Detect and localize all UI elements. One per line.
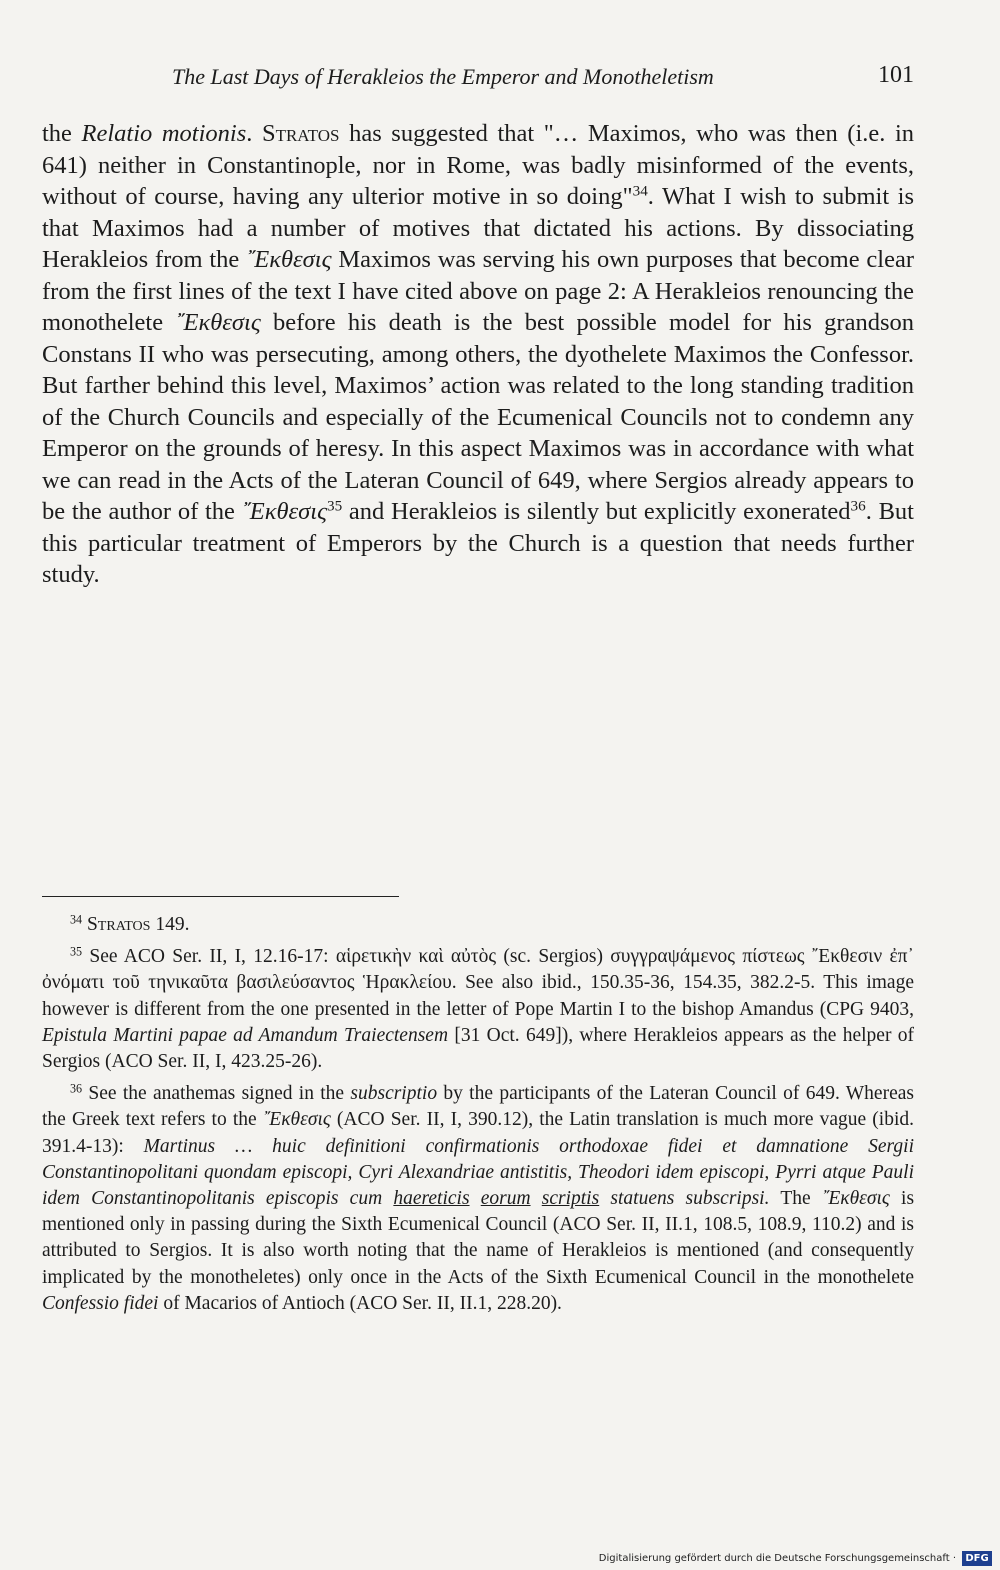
- underlined-word: scriptis: [541, 1188, 600, 1210]
- text-run: The: [769, 1188, 822, 1210]
- text-run: See the anathemas signed in the: [82, 1083, 351, 1105]
- greek-term: ῎Εκθεσις: [246, 246, 332, 273]
- text-run: See ACO Ser. II, I, 12.16-17: αἱρετικὴν καὶ αὐτὸς (sc. Sergios) συγγραψάμενος πίστεως ῎Εκθεσιν ἐπ᾽ ὀνόματι τοῦ τηνικαῦτα βασιλεύσαντος Ἡρακλείου. See also ibid., 150.35-36, 154.35, 382.2-5. This image however is different from the one presented in the letter of Pope Martin I to the bishop Amandus (CPG 9403,: [42, 946, 914, 1020]
- text-run: the: [42, 120, 82, 147]
- greek-term: ῎Εκθεσις: [821, 1188, 890, 1210]
- text-run: before his death is the best possible model for his grandson Constans II who was persecuting, among others, the dyothelete Maximos the Confessor. But farther behind this level, Maximos’ action was related to the long standing tradition of the Church Councils and especially of the Ecumenical Councils not to condemn any Emperor on the grounds of heresy. In this aspect Maximos was in accordance with what we can read in the Acts of the Lateran Council of 649, where Sergios already appears to be the author of the: [42, 309, 914, 525]
- dfg-logo: DFG: [962, 1551, 992, 1566]
- footnote-ref: 34: [632, 182, 648, 200]
- running-title: The Last Days of Herakleios the Emperor and Monotheletism: [172, 64, 714, 89]
- author-name: Stratos: [86, 914, 151, 935]
- underlined-word: haereticis: [393, 1188, 470, 1210]
- text-run: is mentioned only in passing during the Sixth Ecumenical Council (ACO Ser. II, II.1, 108.5, 108.9, 110.2) and is attributed to Sergios. It is also worth noting that the name of Herakleios is mentioned (and consequently implicated by the monotheletes) only once in the Acts of the Sixth Ecumenical Council in the monothelete: [42, 1188, 915, 1288]
- text-run: .: [246, 120, 262, 147]
- footnote-separator: [42, 896, 399, 897]
- italic-term: Relatio motionis: [81, 120, 247, 147]
- latin-quote: statuens subscripsi.: [599, 1188, 770, 1210]
- text-run: 149.: [150, 914, 190, 935]
- text-run: and Herakleios is silently but explicitly exonerated: [342, 498, 851, 525]
- footnote-ref: 36: [850, 497, 866, 515]
- footnote-number: 34: [70, 912, 83, 927]
- text-run: Maximos was serving his own purposes that become clear from the first lines of the text I have cited above on page 2: A Herakleios renouncing the monothelete: [42, 246, 914, 336]
- footnote-ref: 35: [327, 497, 343, 515]
- footnote-number: 36: [70, 1081, 83, 1096]
- text-run: by the participants of the Lateran Council of 649. Whereas the Greek text refers to the: [42, 1083, 914, 1131]
- body-paragraph: [42, 118, 914, 591]
- footnote-36: [42, 1081, 914, 1317]
- page-number: 101: [878, 62, 914, 88]
- greek-term: ῎Εκθεσις: [175, 309, 261, 336]
- text-run: of Macarios of Antioch (ACO Ser. II, II.1, 228.20).: [158, 1292, 562, 1314]
- footnote-number: 35: [70, 944, 83, 959]
- latin-quote: Martinus … huic definitioni confirmationis orthodoxae fidei et damnatione Sergii Constantinopolitani quondam episcopi, Cyri Alexandriae antistitis, Theodori idem episcopi, Pyrri atque Pauli idem Constantinopolitanis episcopis cum: [42, 1135, 914, 1210]
- italic-term: subscriptio: [350, 1083, 438, 1105]
- text-run: (ACO Ser. II, I, 390.12), the Latin translation is much more vague (ibid. 391.4-13):: [42, 1109, 914, 1157]
- footnotes: [42, 912, 914, 1323]
- footnote-34: [42, 912, 914, 938]
- text-run: . But this particular treatment of Emperors by the Church is a question that needs further study.: [42, 498, 914, 588]
- greek-term: ῎Εκθεσις: [241, 498, 328, 525]
- text-run: has suggested that "… Maximos, who was then (i.e. in 641) neither in Constantinople, nor in Rome, was badly misinformed of the events, without of course, having any ulterior motive in so doing": [42, 120, 914, 210]
- underlined-word: eorum: [480, 1188, 531, 1210]
- italic-title: Confessio fidei: [42, 1292, 159, 1314]
- author-name: Stratos: [261, 120, 340, 147]
- greek-term: ῎Εκθεσις: [262, 1109, 331, 1131]
- footnote-35: [42, 944, 914, 1075]
- text-run: . What I wish to submit is that Maximos had a number of motives that dictated his actions. By dissociating Herakleios from the: [42, 183, 914, 273]
- text-run: [31 Oct. 649]), where Herakleios appears as the helper of Sergios (ACO Ser. II, I, 423.25-26).: [42, 1024, 914, 1073]
- digitization-credit: Digitalisierung gefördert durch die Deutsche Forschungsgemeinschaft ·: [598, 1553, 956, 1564]
- main-text: [42, 118, 914, 591]
- italic-title: Epistula Martini papae ad Amandum Traiectensem: [42, 1024, 449, 1046]
- running-header: [42, 60, 914, 100]
